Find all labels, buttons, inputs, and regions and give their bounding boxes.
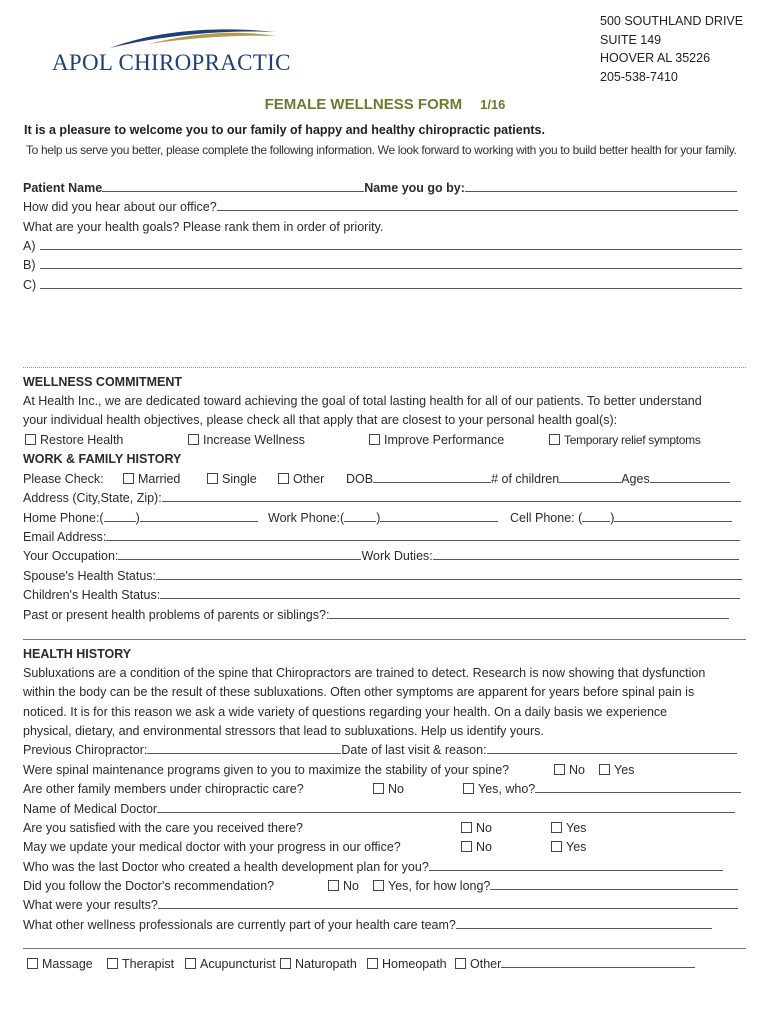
- update-label: May we update your medical doctor with your progress in our office?: [23, 840, 401, 854]
- work-phone-group: [268, 509, 498, 527]
- option-massage[interactable]: [27, 955, 93, 973]
- family-care-no-label: No: [388, 782, 404, 796]
- address-row: [23, 489, 741, 507]
- goal-c-field[interactable]: [40, 276, 742, 289]
- last-doctor-field[interactable]: [429, 858, 723, 871]
- wellness-options-row: [23, 431, 746, 449]
- cell-paren: ): [610, 511, 615, 525]
- occupation-label: Your Occupation:: [23, 549, 119, 563]
- option-naturopath[interactable]: [280, 955, 357, 973]
- option-homeopath-label: Homeopath: [382, 957, 447, 971]
- family-care-no[interactable]: [373, 780, 404, 798]
- email-field[interactable]: [106, 528, 740, 541]
- goal-a-field[interactable]: [40, 237, 742, 250]
- wellness-team-label: What other wellness professionals are currently part of your health care team?: [23, 918, 456, 932]
- section-divider: [23, 367, 746, 368]
- option-temporary-relief[interactable]: [549, 431, 701, 449]
- previous-chiro-label: Previous Chiropractor:: [23, 743, 148, 757]
- spouse-row: [23, 567, 742, 585]
- wellness-text-2: your individual health objectives, please check all that apply that are closest to your personal health goal(s):: [23, 413, 618, 427]
- checkbox-icon[interactable]: [551, 822, 562, 833]
- satisfied-label: Are you satisfied with the care you received there?: [23, 821, 304, 835]
- option-naturopath-label: Naturopath: [295, 957, 357, 971]
- checkbox-icon[interactable]: [599, 764, 610, 775]
- checkbox-icon[interactable]: [185, 958, 196, 969]
- cell-area-field[interactable]: [582, 509, 610, 522]
- parents-row: [23, 606, 729, 624]
- children-health-field[interactable]: [160, 586, 740, 599]
- update-yes[interactable]: [551, 838, 586, 856]
- checkbox-icon[interactable]: [278, 473, 289, 484]
- option-acupuncturist[interactable]: [185, 955, 276, 973]
- medical-doctor-field[interactable]: [157, 800, 735, 813]
- follow-label: Did you follow the Doctor's recommendation?: [23, 879, 275, 893]
- home-area-field[interactable]: [104, 509, 136, 522]
- goal-b-label: B): [23, 258, 36, 272]
- option-homeopath[interactable]: [367, 955, 447, 973]
- option-other-label: Other: [293, 472, 325, 486]
- results-row: [23, 896, 738, 914]
- children-count-field[interactable]: [559, 470, 621, 483]
- logo-text: APOL CHIROPRACTIC: [52, 50, 291, 75]
- checkbox-icon[interactable]: [551, 841, 562, 852]
- family-care-row: [23, 780, 746, 798]
- checkbox-icon[interactable]: [373, 880, 384, 891]
- children-count-label: # of children: [491, 472, 560, 486]
- cell-phone-field[interactable]: [614, 509, 732, 522]
- option-single-label: Single: [222, 472, 257, 486]
- home-phone-label: Home Phone:(: [23, 511, 104, 525]
- wellness-team-row: [23, 916, 712, 934]
- option-other-professional-label: Other: [470, 957, 502, 971]
- form-title: [0, 96, 770, 113]
- work-paren: ): [376, 511, 381, 525]
- dob-label: DOB: [346, 472, 374, 486]
- update-yes-label: Yes: [566, 840, 587, 854]
- last-visit-label: Date of last visit & reason:: [341, 743, 487, 757]
- follow-no-label: No: [343, 879, 359, 893]
- option-other[interactable]: [278, 470, 324, 488]
- checkbox-icon[interactable]: [461, 822, 472, 833]
- checkbox-icon[interactable]: [107, 958, 118, 969]
- history-text-1: Subluxations are a condition of the spine that Chiropractors are trained to detect. Research is now showing that dysfunction: [23, 666, 706, 680]
- option-improve-performance-label: Improve Performance: [384, 433, 505, 447]
- option-therapist[interactable]: [107, 955, 174, 973]
- satisfied-yes-label: Yes: [566, 821, 587, 835]
- parents-health-line-2[interactable]: [23, 639, 746, 640]
- option-massage-label: Massage: [42, 957, 93, 971]
- checkbox-icon[interactable]: [373, 783, 384, 794]
- checkbox-icon[interactable]: [461, 841, 472, 852]
- home-phone-group: [23, 509, 258, 527]
- last-visit-field[interactable]: [487, 741, 737, 754]
- satisfied-yes[interactable]: [551, 819, 586, 837]
- goal-a-label: A): [23, 239, 36, 253]
- option-acupuncturist-label: Acupuncturist: [200, 957, 276, 971]
- previous-chiro-field[interactable]: [147, 741, 341, 754]
- goal-c-label: C): [23, 278, 37, 292]
- option-improve-performance[interactable]: [369, 431, 504, 449]
- marital-row: [23, 470, 746, 488]
- option-single[interactable]: [207, 470, 257, 488]
- occupation-field[interactable]: [118, 547, 361, 560]
- work-duties-label: Work Duties:: [361, 549, 433, 563]
- checkbox-icon[interactable]: [455, 958, 466, 969]
- name-go-by-label: Name you go by:: [364, 181, 465, 195]
- goal-b-row: [23, 256, 742, 274]
- satisfied-no-label: No: [476, 821, 492, 835]
- option-increase-wellness[interactable]: [188, 431, 305, 449]
- follow-yes-label: Yes, for how long?: [388, 879, 491, 893]
- spouse-health-label: Spouse's Health Status:: [23, 569, 157, 583]
- form-title-text: FEMALE WELLNESS FORM: [264, 96, 463, 113]
- family-care-label: Are other family members under chiropractic care?: [23, 782, 304, 796]
- checkbox-icon[interactable]: [188, 434, 199, 445]
- checkbox-icon[interactable]: [328, 880, 339, 891]
- children-health-row: [23, 586, 740, 604]
- wellness-text-1: At Health Inc., we are dedicated toward achieving the goal of total lasting health for all of our patients. To better understand: [23, 394, 702, 408]
- address-field[interactable]: [162, 489, 741, 502]
- work-duties-field[interactable]: [433, 547, 739, 560]
- follow-how-long-field[interactable]: [490, 877, 738, 890]
- work-phone-field[interactable]: [380, 509, 498, 522]
- cell-phone-group: [510, 509, 732, 527]
- option-married[interactable]: [123, 470, 180, 488]
- option-temporary-relief-label: Temporary relief symptoms: [564, 433, 701, 447]
- address-label: Address (City,State, Zip):: [23, 491, 162, 505]
- checkbox-icon[interactable]: [369, 434, 380, 445]
- other-professional-field[interactable]: [501, 955, 695, 968]
- parents-health-label: Past or present health problems of parents or siblings?:: [23, 608, 330, 622]
- family-care-yes[interactable]: [463, 780, 741, 798]
- maintenance-label: Were spinal maintenance programs given to you to maximize the stability of your spine?: [23, 763, 510, 777]
- clinic-address: [600, 12, 743, 86]
- spouse-health-field[interactable]: [156, 567, 742, 580]
- maintenance-no[interactable]: [554, 761, 585, 779]
- option-increase-wellness-label: Increase Wellness: [203, 433, 305, 447]
- last-doctor-label: Who was the last Doctor who created a health development plan for you?: [23, 860, 429, 874]
- history-text-4: physical, dietary, and environmental stressors that lead to subluxations. Help us identify yours.: [23, 724, 544, 738]
- welcome-text: It is a pleasure to welcome you to our family of happy and healthy chiropractic patients.: [24, 123, 545, 137]
- wellness-team-line-2[interactable]: [23, 948, 746, 949]
- checkbox-icon[interactable]: [554, 764, 565, 775]
- checkbox-icon[interactable]: [123, 473, 134, 484]
- checkbox-icon[interactable]: [27, 958, 38, 969]
- medical-doctor-row: [23, 800, 735, 818]
- last-doctor-row: [23, 858, 723, 876]
- dob-group: [346, 470, 730, 488]
- hear-about-label: How did you hear about our office?: [23, 200, 217, 214]
- address-phone: 205-538-7410: [600, 69, 678, 84]
- option-restore-health-label: Restore Health: [40, 433, 124, 447]
- maintenance-yes-label: Yes: [614, 763, 635, 777]
- professionals-row: [23, 955, 746, 973]
- parents-health-field[interactable]: [329, 606, 729, 619]
- checkbox-icon[interactable]: [367, 958, 378, 969]
- wellness-heading: WELLNESS COMMITMENT: [23, 375, 183, 389]
- update-row: [23, 838, 746, 856]
- option-therapist-label: Therapist: [122, 957, 175, 971]
- address-line1: 500 SOUTHLAND DRIVE: [600, 14, 744, 28]
- satisfied-row: [23, 819, 746, 837]
- update-no[interactable]: [461, 838, 492, 856]
- work-phone-label: Work Phone:(: [268, 511, 345, 525]
- home-paren: ): [135, 511, 140, 525]
- satisfied-no[interactable]: [461, 819, 492, 837]
- results-field[interactable]: [158, 896, 738, 909]
- home-phone-field[interactable]: [140, 509, 258, 522]
- checkbox-icon[interactable]: [549, 434, 560, 445]
- children-health-label: Children's Health Status:: [23, 588, 161, 602]
- results-label: What were your results?: [23, 898, 158, 912]
- goal-a-row: [23, 237, 742, 255]
- hear-about-row: [23, 198, 738, 216]
- please-check-label: Please Check:: [23, 472, 104, 486]
- health-history-heading: HEALTH HISTORY: [23, 647, 132, 661]
- patient-name-row: [23, 179, 737, 197]
- goal-c-row: [23, 276, 742, 294]
- checkbox-icon[interactable]: [280, 958, 291, 969]
- history-text-3: noticed. It is for this reason we ask a wide variety of questions regarding your health. On a daily basis we experience: [23, 705, 668, 719]
- follow-no[interactable]: [328, 877, 359, 895]
- wellness-team-field[interactable]: [456, 916, 712, 929]
- dob-field[interactable]: [373, 470, 491, 483]
- family-care-yes-label: Yes, who?: [478, 782, 536, 796]
- family-care-who-field[interactable]: [535, 780, 741, 793]
- patient-name-field[interactable]: [102, 179, 364, 192]
- option-married-label: Married: [138, 472, 181, 486]
- email-row: [23, 528, 740, 546]
- goals-label: What are your health goals? Please rank them in order of priority.: [23, 220, 384, 234]
- checkbox-icon[interactable]: [25, 434, 36, 445]
- option-other-professional[interactable]: [455, 955, 695, 973]
- previous-chiro-row: [23, 741, 737, 759]
- maintenance-row: [23, 761, 746, 779]
- ages-label: Ages: [621, 472, 650, 486]
- maintenance-no-label: No: [569, 763, 585, 777]
- medical-doctor-label: Name of Medical Doctor: [23, 802, 158, 816]
- hear-about-field[interactable]: [217, 198, 738, 211]
- address-line3: HOOVER AL 35226: [600, 51, 711, 65]
- ages-field[interactable]: [650, 470, 730, 483]
- follow-yes[interactable]: [373, 877, 738, 895]
- name-go-by-field[interactable]: [465, 179, 737, 192]
- logo-swoosh: [108, 22, 278, 52]
- patient-name-label: Patient Name: [23, 181, 103, 195]
- work-area-field[interactable]: [344, 509, 376, 522]
- follow-row: [23, 877, 746, 895]
- update-no-label: No: [476, 840, 492, 854]
- address-line2: SUITE 149: [600, 32, 662, 47]
- maintenance-yes[interactable]: [599, 761, 634, 779]
- phones-row: [23, 509, 746, 527]
- cell-phone-label: Cell Phone: (: [510, 511, 583, 525]
- checkbox-icon[interactable]: [463, 783, 474, 794]
- checkbox-icon[interactable]: [207, 473, 218, 484]
- goal-b-field[interactable]: [40, 256, 742, 269]
- page-indicator: 1/16: [480, 97, 506, 112]
- option-restore-health[interactable]: [25, 431, 123, 449]
- intro-text: To help us serve you better, please complete the following information. We look forward to working with you to build better health for your family.: [26, 143, 737, 157]
- history-text-2: within the body can be the result of these subluxations. Often other symptoms are apparent for years before spinal pain is: [23, 685, 695, 699]
- email-label: Email Address:: [23, 530, 107, 544]
- occupation-row: [23, 547, 739, 565]
- family-heading: WORK & FAMILY HISTORY: [23, 452, 182, 466]
